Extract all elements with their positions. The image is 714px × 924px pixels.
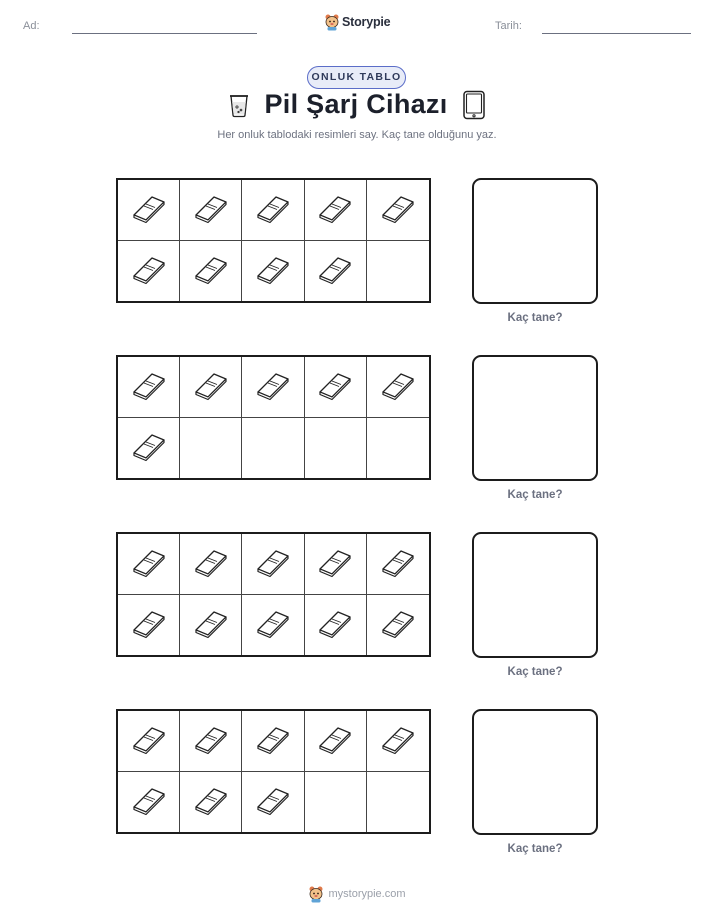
ten-frame-cell-filled bbox=[305, 711, 367, 772]
ten-frame-cell-filled bbox=[242, 772, 304, 833]
answer-box[interactable] bbox=[472, 355, 598, 481]
battery-charger-icon bbox=[313, 605, 357, 644]
ten-frame-cell-filled bbox=[367, 595, 429, 656]
ten-frame bbox=[116, 178, 431, 303]
ten-frame-cell-filled bbox=[305, 534, 367, 595]
ten-frame-cell-filled bbox=[242, 357, 304, 418]
ten-frame-cell-filled bbox=[242, 595, 304, 656]
battery-charger-icon bbox=[251, 782, 295, 821]
tablet-icon bbox=[462, 90, 486, 120]
ten-frame-cell-filled bbox=[367, 357, 429, 418]
ten-frame-cell-empty bbox=[180, 418, 242, 479]
battery-charger-icon bbox=[251, 721, 295, 760]
answer-label: Kaç tane? bbox=[507, 666, 563, 678]
ten-frame-cell-filled bbox=[118, 418, 180, 479]
brand-name: Storypie bbox=[342, 15, 391, 29]
ten-frame-cell-filled bbox=[180, 711, 242, 772]
ten-frame-cell-filled bbox=[118, 241, 180, 302]
battery-charger-icon bbox=[313, 190, 357, 229]
battery-charger-icon bbox=[251, 251, 295, 290]
battery-charger-icon bbox=[127, 251, 171, 290]
answer-label: Kaç tane? bbox=[507, 843, 563, 855]
ten-frame bbox=[116, 532, 431, 657]
battery-charger-icon bbox=[251, 544, 295, 583]
battery-charger-icon bbox=[189, 782, 233, 821]
battery-charger-icon bbox=[251, 605, 295, 644]
ten-frame-cell-filled bbox=[305, 357, 367, 418]
battery-charger-icon bbox=[376, 367, 420, 406]
ten-frame-cell-filled bbox=[305, 180, 367, 241]
answer-box[interactable] bbox=[472, 178, 598, 304]
answer-label: Kaç tane? bbox=[507, 312, 563, 324]
ten-frame-cell-filled bbox=[180, 595, 242, 656]
ten-frame-cell-filled bbox=[242, 711, 304, 772]
answer-box[interactable] bbox=[472, 709, 598, 835]
battery-charger-icon bbox=[127, 367, 171, 406]
title-row bbox=[0, 89, 714, 120]
battery-charger-icon bbox=[189, 251, 233, 290]
ten-frame-cell-filled bbox=[242, 534, 304, 595]
ten-frame-cell-filled bbox=[180, 534, 242, 595]
ten-frame-cell-filled bbox=[367, 180, 429, 241]
battery-charger-icon bbox=[127, 544, 171, 583]
battery-charger-icon bbox=[127, 721, 171, 760]
battery-charger-icon bbox=[189, 605, 233, 644]
ten-frame-cell-filled bbox=[118, 534, 180, 595]
name-line[interactable] bbox=[72, 33, 257, 34]
ten-frame-cell-empty bbox=[305, 772, 367, 833]
cup-icon bbox=[228, 92, 250, 118]
ten-frame bbox=[116, 709, 431, 834]
battery-charger-icon bbox=[313, 544, 357, 583]
ten-frame-cell-filled bbox=[305, 241, 367, 302]
ten-frame-cell-filled bbox=[118, 711, 180, 772]
ten-frame bbox=[116, 355, 431, 480]
ten-frame-cell-filled bbox=[242, 241, 304, 302]
battery-charger-icon bbox=[376, 544, 420, 583]
ten-frame-cell-empty bbox=[367, 772, 429, 833]
ten-frame-cell-filled bbox=[242, 180, 304, 241]
battery-charger-icon bbox=[189, 367, 233, 406]
date-line[interactable] bbox=[542, 33, 691, 34]
ten-frame-cell-filled bbox=[367, 534, 429, 595]
date-label: Tarih: bbox=[495, 20, 522, 32]
footer bbox=[0, 885, 714, 903]
ten-frame-cell-empty bbox=[367, 241, 429, 302]
ten-frame-cell-filled bbox=[180, 241, 242, 302]
instructions: Her onluk tablodaki resimleri say. Kaç tane olduğunu yaz. bbox=[217, 129, 497, 141]
name-label: Ad: bbox=[23, 20, 40, 32]
battery-charger-icon bbox=[189, 721, 233, 760]
ten-frame-cell-filled bbox=[180, 180, 242, 241]
ten-frame-cell-filled bbox=[180, 357, 242, 418]
battery-charger-icon bbox=[127, 605, 171, 644]
ten-frame-cell-filled bbox=[118, 772, 180, 833]
worksheet-type-badge: ONLUK TABLO bbox=[307, 66, 406, 89]
battery-charger-icon bbox=[251, 190, 295, 229]
battery-charger-icon bbox=[313, 721, 357, 760]
ten-frame-cell-empty bbox=[305, 418, 367, 479]
answer-label: Kaç tane? bbox=[507, 489, 563, 501]
battery-charger-icon bbox=[127, 428, 171, 467]
footer-url: mystorypie.com bbox=[328, 888, 406, 900]
ten-frame-cell-empty bbox=[242, 418, 304, 479]
ten-frame-cell-filled bbox=[118, 180, 180, 241]
ten-frame-cell-filled bbox=[305, 595, 367, 656]
battery-charger-icon bbox=[376, 190, 420, 229]
battery-charger-icon bbox=[376, 605, 420, 644]
battery-charger-icon bbox=[189, 190, 233, 229]
battery-charger-icon bbox=[376, 721, 420, 760]
ten-frame-cell-filled bbox=[180, 772, 242, 833]
page-title: Pil Şarj Cihazı bbox=[264, 89, 448, 119]
ten-frame-cell-filled bbox=[367, 711, 429, 772]
ten-frame-cell-filled bbox=[118, 357, 180, 418]
battery-charger-icon bbox=[313, 367, 357, 406]
battery-charger-icon bbox=[127, 190, 171, 229]
battery-charger-icon bbox=[189, 544, 233, 583]
ten-frame-cell-filled bbox=[118, 595, 180, 656]
battery-charger-icon bbox=[313, 251, 357, 290]
battery-charger-icon bbox=[127, 782, 171, 821]
brand-logo bbox=[324, 13, 390, 31]
battery-charger-icon bbox=[251, 367, 295, 406]
storypie-mascot-icon bbox=[308, 885, 324, 903]
answer-box[interactable] bbox=[472, 532, 598, 658]
storypie-mascot-icon bbox=[324, 13, 340, 31]
ten-frame-cell-empty bbox=[367, 418, 429, 479]
